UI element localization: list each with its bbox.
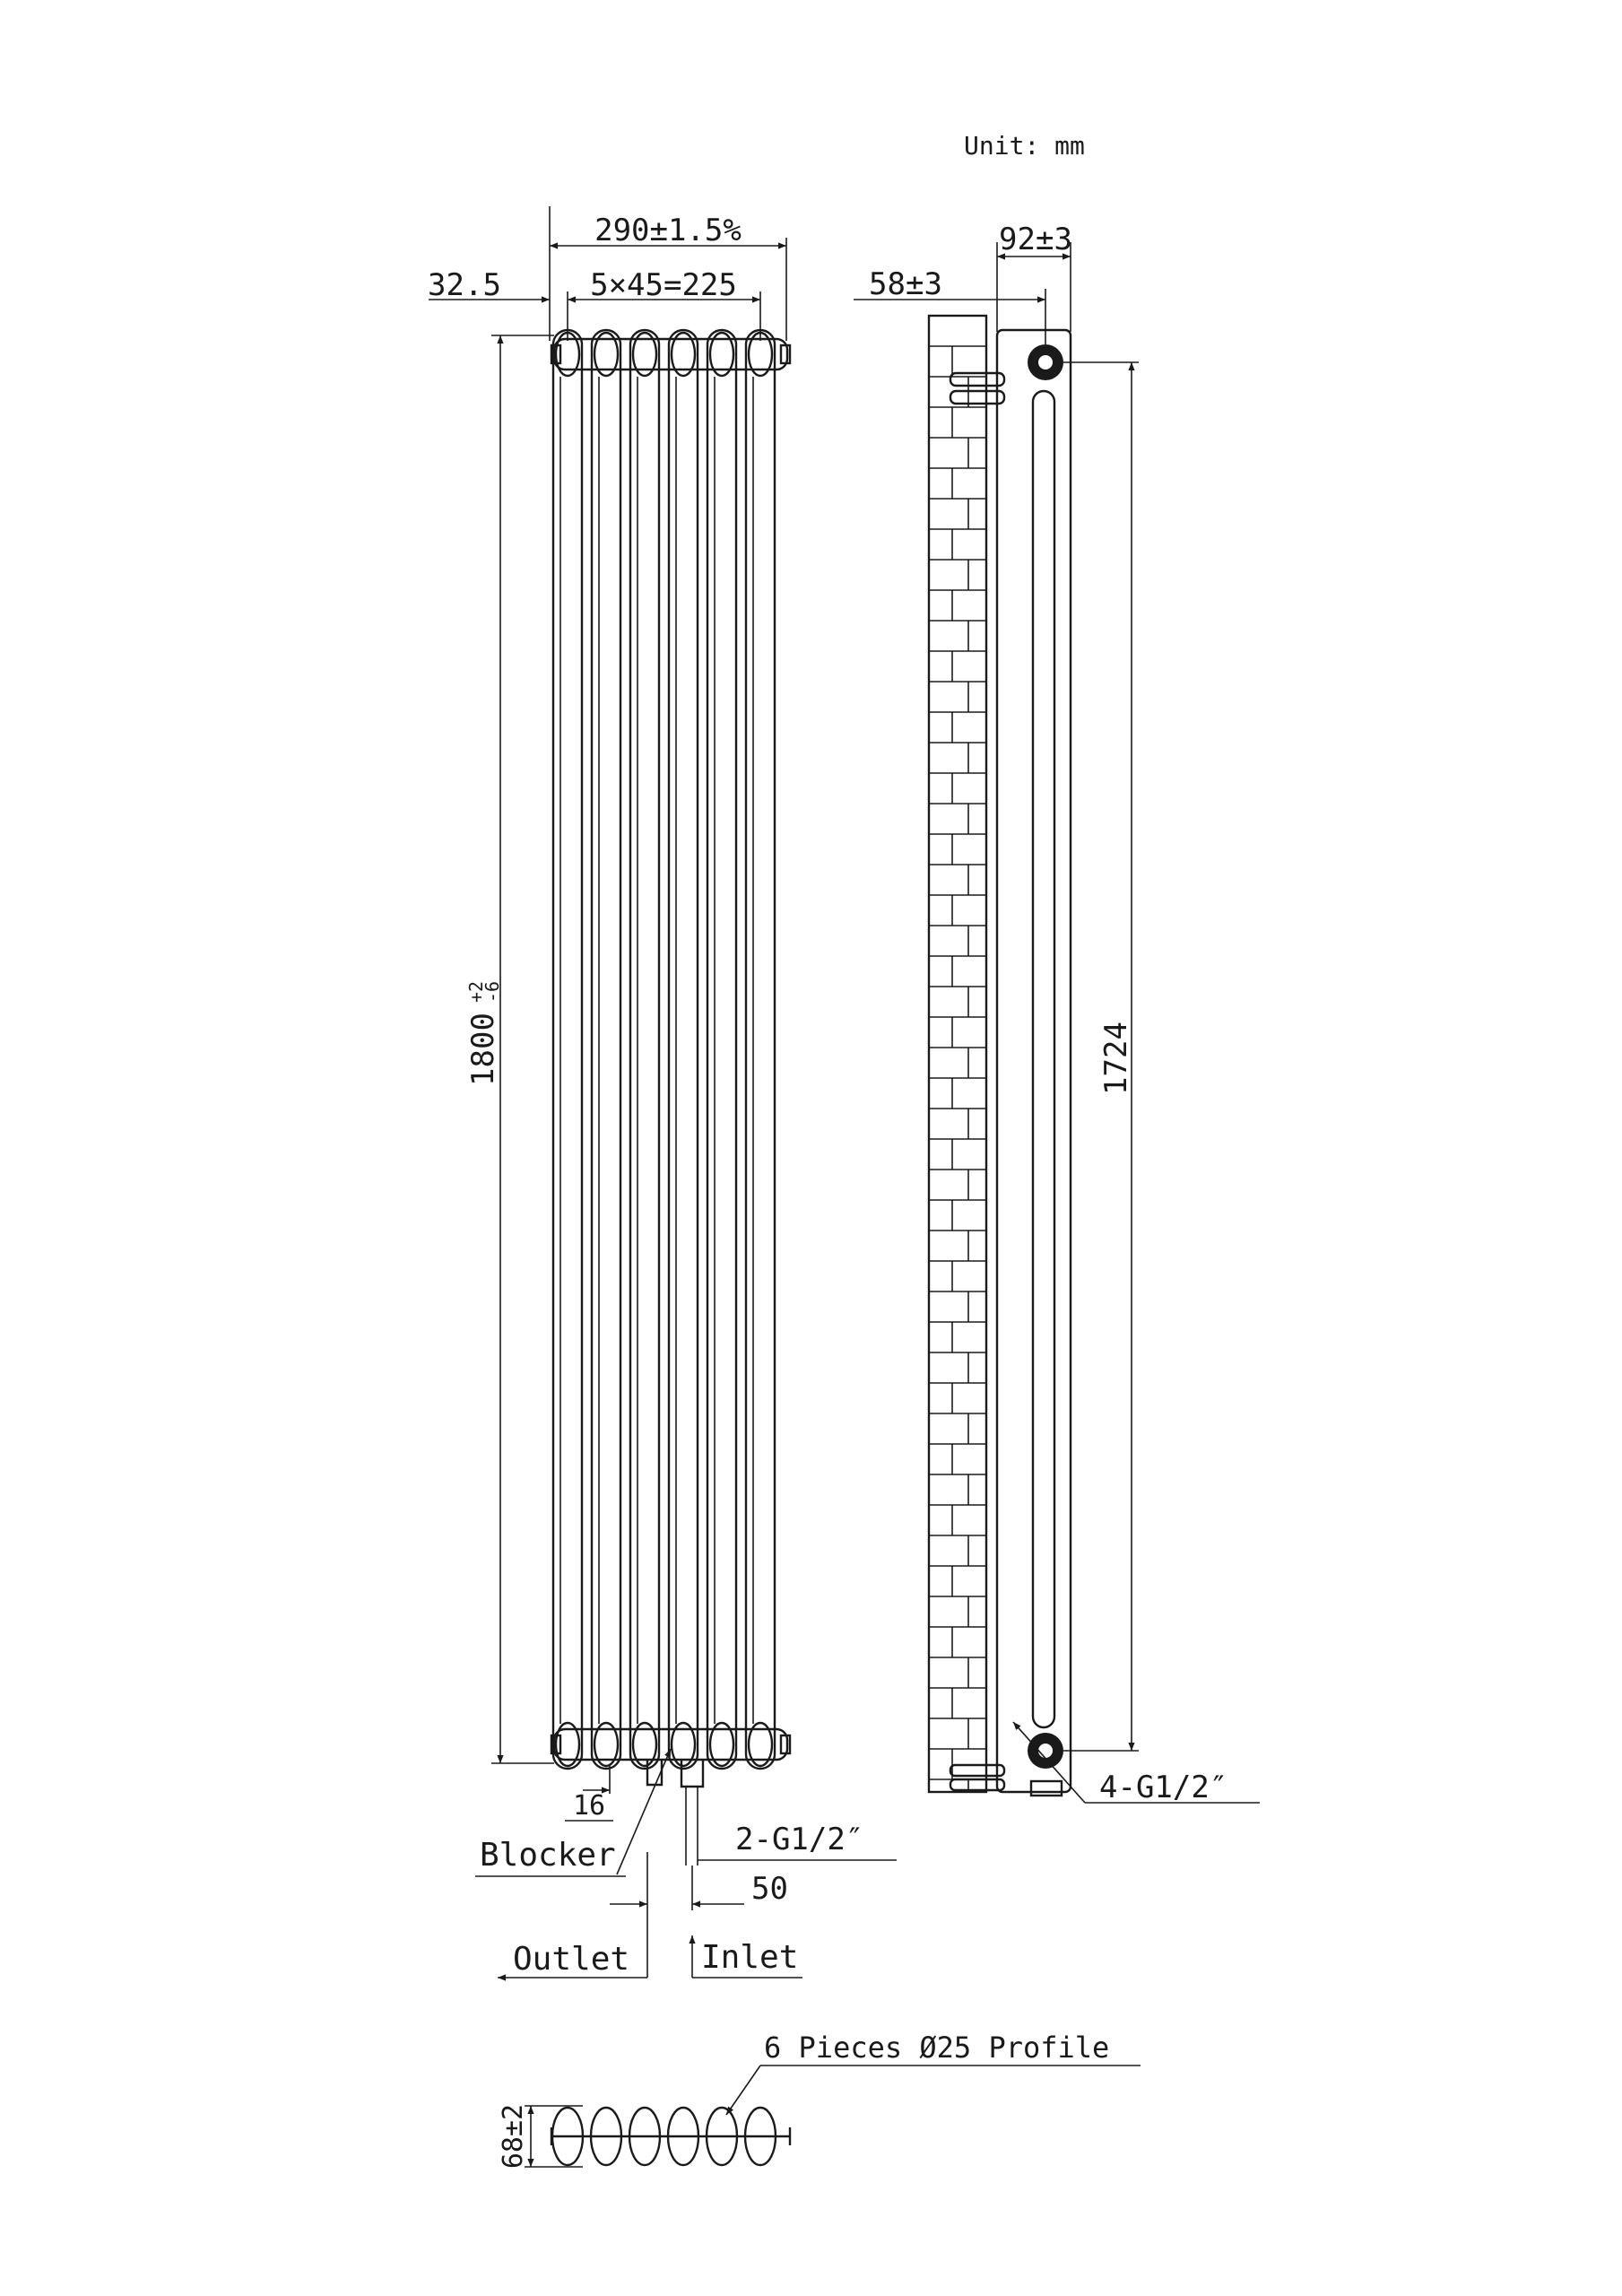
column-tube [707,330,736,1769]
column-tube [553,330,582,1769]
column-tube [592,330,620,1769]
outlet-label: Outlet [513,1941,630,1978]
end-cap [781,1735,790,1753]
bottom-port-inner [1037,1743,1054,1759]
centre-distance-label: 1724 [1098,1022,1134,1095]
blocker-label: Blocker [480,1837,616,1874]
column-tube [630,330,659,1769]
depth-label: 92±3 [999,222,1072,257]
connection-label: 2-G1/2″ [735,1822,864,1857]
front-view [428,206,897,1978]
unit-label: Unit: mm [964,131,1085,161]
clearance-label: 58±3 [869,266,942,302]
side-stub [1031,1781,1062,1796]
profile-leader [726,2066,760,2115]
column-tube [746,330,775,1769]
wall-outline [929,316,986,1792]
plan-depth-label: 68±2 [498,2103,529,2170]
side-tube [1033,391,1054,1727]
spacing-label: 50 [751,1871,788,1907]
height-label: 1800 [465,1013,501,1086]
inlet-stub [681,1760,703,1787]
height-tolerance-lower: -6 [481,980,503,1003]
side-view [854,222,1260,1805]
height-tolerance-upper: +2 [465,980,487,1003]
plan-profiles [551,2108,790,2165]
inlet-label: Inlet [701,1939,799,1976]
blocker-offset-label: 16 [572,1790,606,1822]
end-cap [781,345,790,363]
radiator-columns [553,330,775,1769]
profile-label: 6 Pieces Ø25 Profile [764,2031,1110,2065]
column-spacing-label: 5×45=225 [590,267,737,303]
edge-offset-label: 32.5 [428,267,501,303]
overall-width-label: 290±1.5% [594,213,742,248]
ports-label: 4-G1/2″ [1099,1770,1228,1805]
plan-view [498,2031,1141,2169]
top-port-inner [1037,354,1054,370]
brick-wall [929,316,986,1792]
column-tube [669,330,698,1769]
